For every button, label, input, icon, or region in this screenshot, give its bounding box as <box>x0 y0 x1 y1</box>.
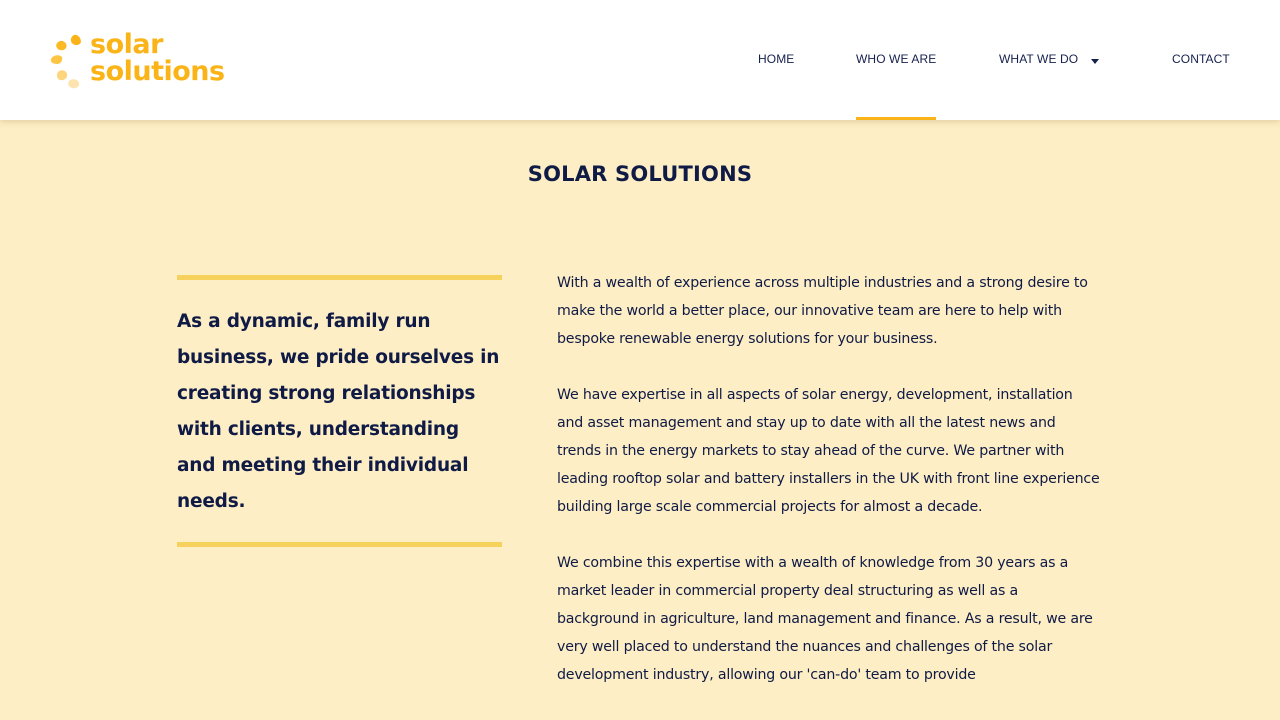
nav-item-who-we-are[interactable] <box>856 52 936 66</box>
paragraph-2: We have expertise in all aspects of solar energy, development, installation and asset management and stay up to date with all the latest news and trends in the energy markets to stay ahead of the curve. We partner with leading rooftop solar and battery installers in the UK with front line experience building large scale commercial projects for almost a decade. <box>557 387 1100 515</box>
nav-item-contact[interactable]: CONTACT <box>1172 52 1230 66</box>
site-header <box>0 0 1280 120</box>
caret-down-icon[interactable] <box>1091 59 1099 64</box>
logo-text-line1: solar <box>90 29 163 60</box>
paragraph-1: With a wealth of experience across multiple industries and a strong desire to make the world a better place, our innovative team are here to help with bespoke renewable energy solutions for your business. <box>557 275 1088 347</box>
logo-text-line2: solutions <box>90 56 225 87</box>
paragraph-3: We combine this expertise with a wealth of knowledge from 30 years as a market leader in commercial property deal structuring as well as a background in agriculture, land management and finance. As a result, we are very well placed to understand the nuances and challenges of the solar development industry, allowing our 'can-do' team to provide <box>557 555 1093 683</box>
about-body-text <box>557 269 1102 717</box>
quote-bottom-divider <box>177 542 502 547</box>
page-title: SOLAR SOLUTIONS <box>527 162 753 186</box>
nav-item-label: WHAT WE DO <box>999 52 1079 66</box>
nav-item-home[interactable]: HOME <box>758 52 795 66</box>
main-nav <box>0 0 1280 120</box>
quote-block <box>177 275 502 547</box>
nav-item-what-we-do[interactable] <box>999 52 1099 66</box>
pull-quote: As a dynamic, family run business, we pride ourselves in creating strong relationships with clients, understanding and meeting their individual needs. <box>177 311 500 512</box>
nav-item-label: WHO WE ARE <box>856 52 937 66</box>
